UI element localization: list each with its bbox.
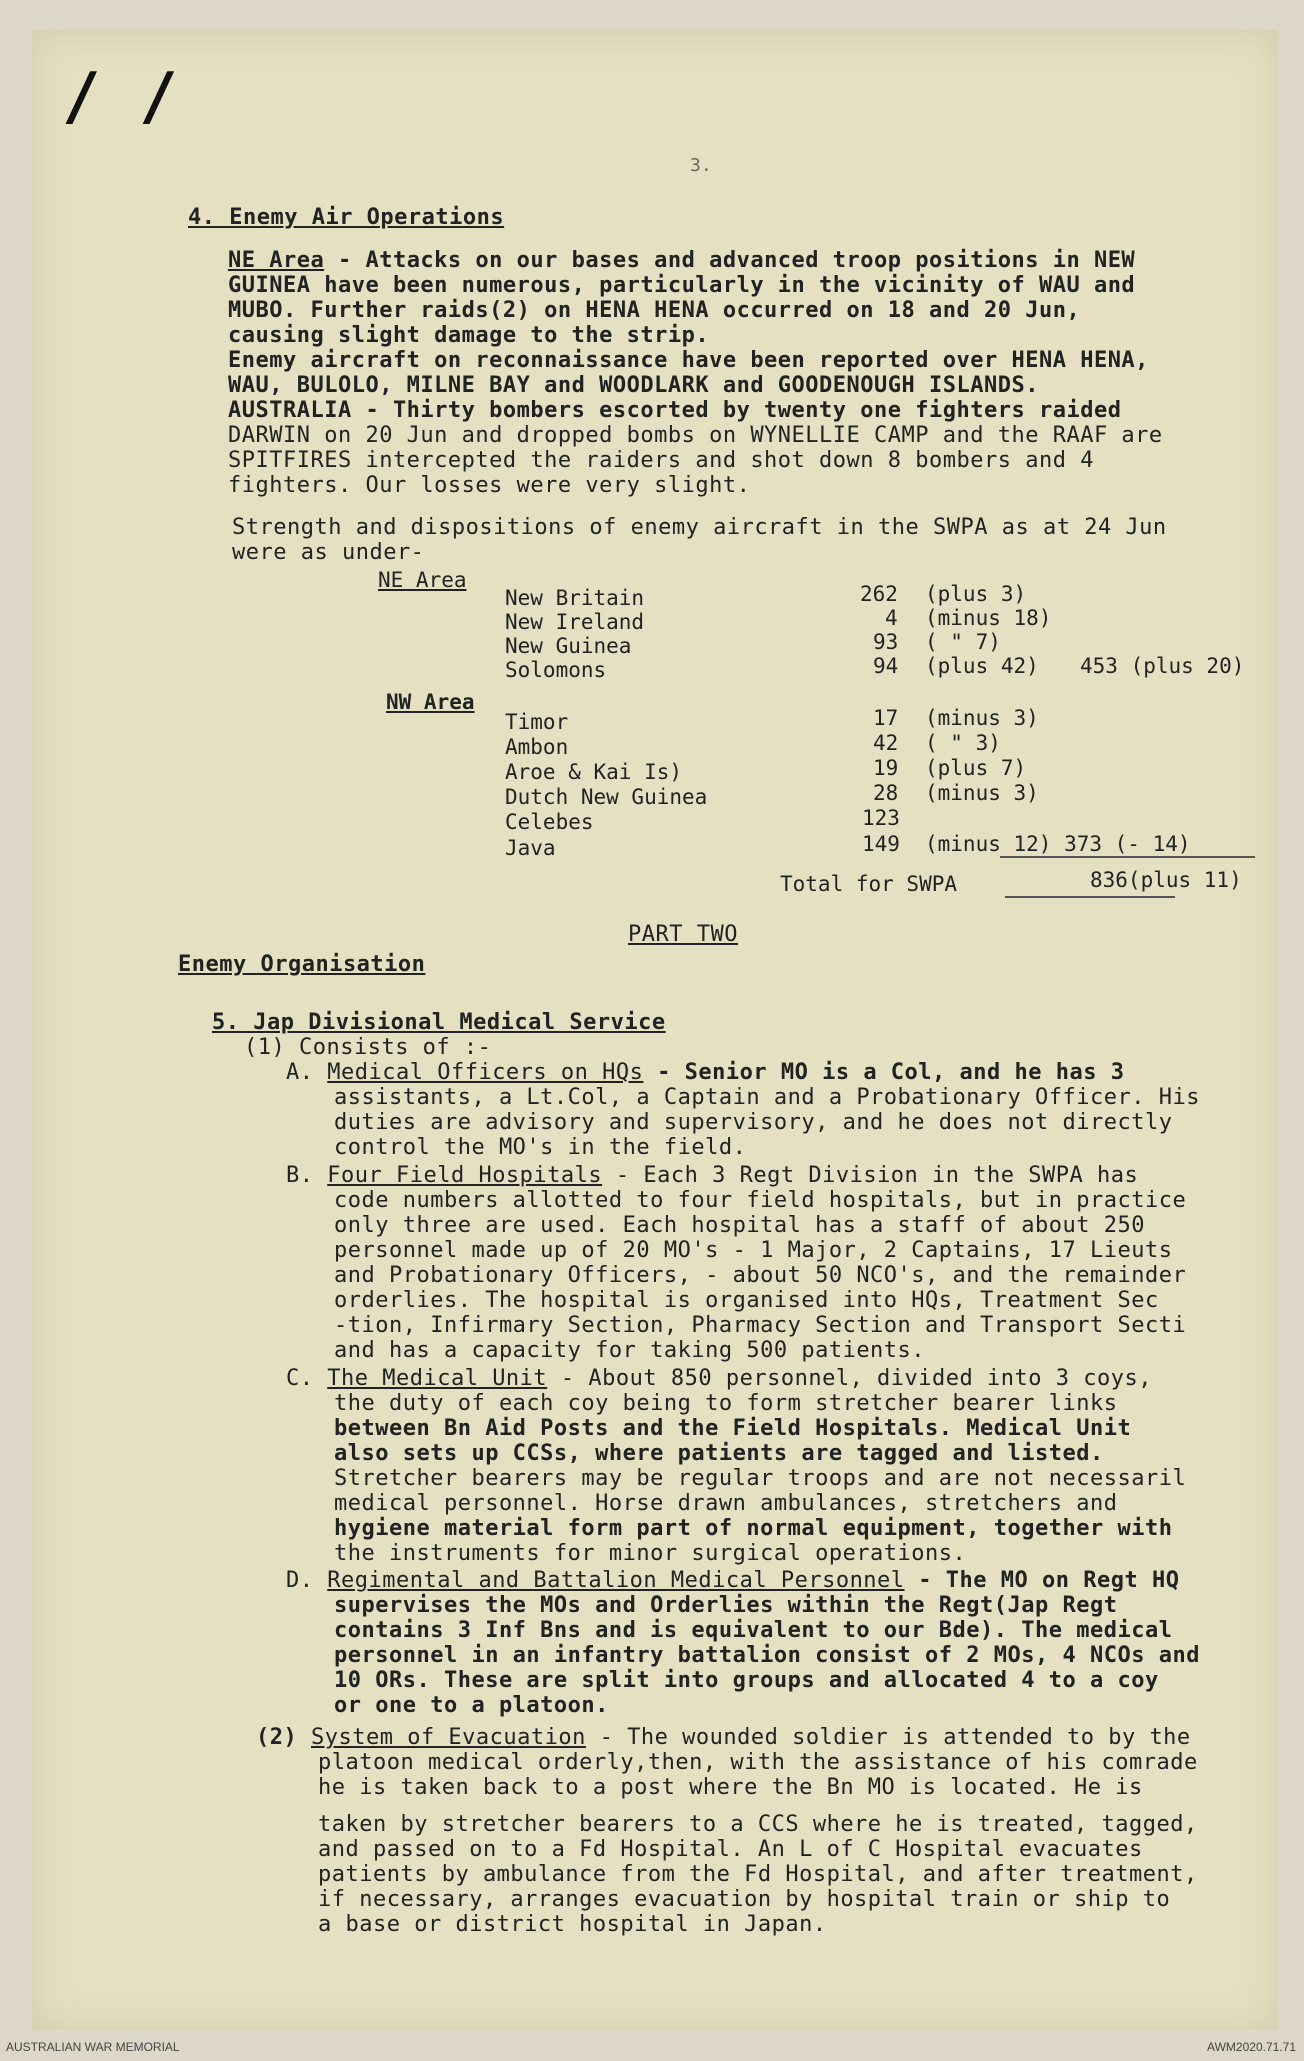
table-row-count: 4 xyxy=(885,606,898,630)
table-row-count: 94 xyxy=(873,654,899,678)
line: and Probationary Officers, - about 50 NCO's, and the remainder xyxy=(334,1263,1187,1288)
line: taken by stretcher bearers to a CCS where he is treated, tagged, xyxy=(318,1812,1198,1837)
table-row-place: Solomons xyxy=(505,658,607,682)
table-row-place: New Britain xyxy=(505,586,645,610)
item-d-line-1: D. Regimental and Battalion Medical Personnel - The MO on Regt HQ xyxy=(286,1568,1180,1593)
line: Stretcher bearers may be regular troops and are not necessaril xyxy=(334,1466,1187,1491)
enemy-organisation-heading: Enemy Organisation xyxy=(178,952,426,977)
table-row-count: 149 xyxy=(862,832,900,856)
table-row-place: Ambon xyxy=(505,735,569,759)
item-c-line-1: C. The Medical Unit - About 850 personnel, divided into 3 coys, xyxy=(286,1366,1152,1391)
table-row-place: New Ireland xyxy=(505,610,645,634)
ne-area-paragraph-line-1 xyxy=(228,248,1135,274)
handwritten-mark: / / xyxy=(62,60,178,134)
part-two-heading: PART TWO xyxy=(628,922,738,947)
line: if necessary, arranges evacuation by hospital train or ship to xyxy=(318,1887,1171,1912)
line: personnel in an infantry battalion consist of 2 MOs, 4 NCOs and xyxy=(334,1643,1200,1668)
table-row-place: Celebes xyxy=(505,810,594,834)
line: - The wounded soldier is attended to by the xyxy=(585,1725,1191,1750)
line: contains 3 Inf Bns and is equivalent to our Bde). The medical xyxy=(334,1618,1173,1643)
line: SPITFIRES intercepted the raiders and shot down 8 bombers and 4 xyxy=(228,448,1094,473)
line: or one to a platoon. xyxy=(334,1693,609,1718)
evacuation-heading: System of Evacuation xyxy=(310,1725,586,1750)
table-row-change: ( " 3) xyxy=(925,731,1001,755)
table-row-change: (plus 3) xyxy=(925,582,1027,606)
nw-area-heading: NW Area xyxy=(386,690,475,714)
line: between Bn Aid Posts and the Field Hospitals. Medical Unit xyxy=(334,1416,1132,1441)
line: and passed on to a Fd Hospital. An L of C Hospital evacuates xyxy=(318,1837,1143,1862)
line: a base or district hospital in Japan. xyxy=(318,1912,827,1937)
strength-intro-line: Strength and dispositions of enemy aircraft in the SWPA as at 24 Jun xyxy=(232,515,1167,540)
line: fighters. Our losses were very slight. xyxy=(228,473,751,498)
total-rule xyxy=(1005,896,1175,898)
line: - Senior MO is a Col, and he has 3 xyxy=(643,1060,1125,1085)
total-label: Total for SWPA xyxy=(780,872,958,896)
line: assistants, a Lt.Col, a Captain and a Probationary Officer. His xyxy=(334,1085,1200,1110)
line: supervises the MOs and Orderlies within the Regt(Jap Regt xyxy=(334,1593,1118,1618)
consists-of: (1) Consists of :- xyxy=(244,1035,492,1060)
table-row-change: (minus 12) 373 (- 14) xyxy=(925,832,1191,856)
line: - The MO on Regt HQ xyxy=(904,1568,1180,1593)
page-number: 3. xyxy=(690,155,712,176)
table-row-place: Aroe & Kai Is) xyxy=(505,760,683,784)
ne-area-heading: NE Area xyxy=(378,568,467,592)
item-b-heading: Four Field Hospitals xyxy=(327,1163,603,1188)
table-row-place: Dutch New Guinea xyxy=(505,785,708,809)
line: AUSTRALIA - Thirty bombers escorted by twenty one fighters raided xyxy=(228,398,1122,423)
table-row-count: 93 xyxy=(873,630,899,654)
table-row-change: (plus 7) xyxy=(925,756,1027,780)
table-row-place: New Guinea xyxy=(505,634,632,658)
footer-left-credit: AUSTRALIAN WAR MEMORIAL xyxy=(6,2040,180,2054)
strength-intro-line: were as under- xyxy=(232,540,425,565)
line: 10 ORs. These are split into groups and allocated 4 to a coy xyxy=(334,1668,1159,1693)
table-row-count: 28 xyxy=(873,781,899,805)
line: duties are advisory and supervisory, and he does not directly xyxy=(334,1110,1173,1135)
line: MUBO. Further raids(2) on HENA HENA occurred on 18 and 20 Jun, xyxy=(228,298,1081,323)
section-5-heading: 5. Jap Divisional Medical Service xyxy=(212,1010,666,1035)
table-row-change: (minus 3) xyxy=(925,781,1039,805)
line: the instruments for minor surgical operations. xyxy=(334,1541,967,1566)
section-4-heading: 4. Enemy Air Operations xyxy=(188,205,505,230)
line: personnel made up of 20 MO's - 1 Major, 2 Captains, 17 Lieuts xyxy=(334,1238,1173,1263)
ne-area-total: 453 (plus 20) xyxy=(1080,654,1245,678)
line: medical personnel. Horse drawn ambulances, stretchers and xyxy=(334,1491,1118,1516)
line: patients by ambulance from the Fd Hospital, and after treatment, xyxy=(318,1862,1198,1887)
line: causing slight damage to the strip. xyxy=(228,323,710,348)
evacuation-line-1: (2) System of Evacuation - The wounded soldier is attended to by the xyxy=(256,1725,1191,1750)
table-row-place: Timor xyxy=(505,710,569,734)
line: platoon medical orderly,then, with the assistance of his comrade xyxy=(318,1750,1198,1775)
line: and has a capacity for taking 500 patients. xyxy=(334,1338,926,1363)
table-row-change: (minus 18) xyxy=(925,606,1052,630)
line: only three are used. Each hospital has a staff of about 250 xyxy=(334,1213,1145,1238)
line: GUINEA have been numerous, particularly in the vicinity of WAU and xyxy=(228,273,1136,298)
table-row-place: Java xyxy=(505,836,556,860)
ne-area-label: NE Area xyxy=(228,248,325,273)
line: also sets up CCSs, where patients are tagged and listed. xyxy=(334,1441,1104,1466)
item-a-heading: Medical Officers on HQs xyxy=(327,1060,644,1085)
line: control the MO's in the field. xyxy=(334,1135,747,1160)
table-row-count: 42 xyxy=(873,731,899,755)
item-d-heading: Regimental and Battalion Medical Personnel xyxy=(327,1568,905,1593)
item-b-line-1: B. Four Field Hospitals - Each 3 Regt Division in the SWPA has xyxy=(286,1163,1139,1188)
line: WAU, BULOLO, MILNE BAY and WOODLARK and GOODENOUGH ISLANDS. xyxy=(228,373,1039,398)
footer-right-id: AWM2020.71.71 xyxy=(1207,2040,1296,2054)
line: he is taken back to a post where the Bn MO is located. He is xyxy=(318,1775,1143,1800)
line: DARWIN on 20 Jun and dropped bombs on WYNELLIE CAMP and the RAAF are xyxy=(228,423,1163,448)
table-row-count: 19 xyxy=(873,756,899,780)
line: orderlies. The hospital is organised into HQs, Treatment Sec xyxy=(334,1288,1159,1313)
table-row-count: 17 xyxy=(873,706,899,730)
item-c-heading: The Medical Unit xyxy=(327,1366,548,1391)
item-a-line-1: A. Medical Officers on HQs - Senior MO is a Col, and he has 3 xyxy=(286,1060,1125,1085)
line: - Each 3 Regt Division in the SWPA has xyxy=(602,1163,1139,1188)
line: code numbers allotted to four field hospitals, but in practice xyxy=(334,1188,1187,1213)
line: -tion, Infirmary Section, Pharmacy Section and Transport Secti xyxy=(334,1313,1187,1338)
total-value: 836(plus 11) xyxy=(1090,868,1242,892)
table-row-count: 123 xyxy=(862,806,900,830)
table-row-change: ( " 7) xyxy=(925,630,1001,654)
line: - Attacks on our bases and advanced troop positions in NEW xyxy=(324,248,1136,273)
line: hygiene material form part of normal equipment, together with xyxy=(334,1516,1173,1541)
line: Enemy aircraft on reconnaissance have been reported over HENA HENA, xyxy=(228,348,1149,373)
line: the duty of each coy being to form stretcher bearer links xyxy=(334,1391,1118,1416)
table-row-change: (plus 42) xyxy=(925,654,1039,678)
subtotal-rule xyxy=(1000,856,1255,858)
table-row-change: (minus 3) xyxy=(925,706,1039,730)
table-row-count: 262 xyxy=(860,582,898,606)
line: - About 850 personnel, divided into 3 coys, xyxy=(547,1366,1152,1391)
